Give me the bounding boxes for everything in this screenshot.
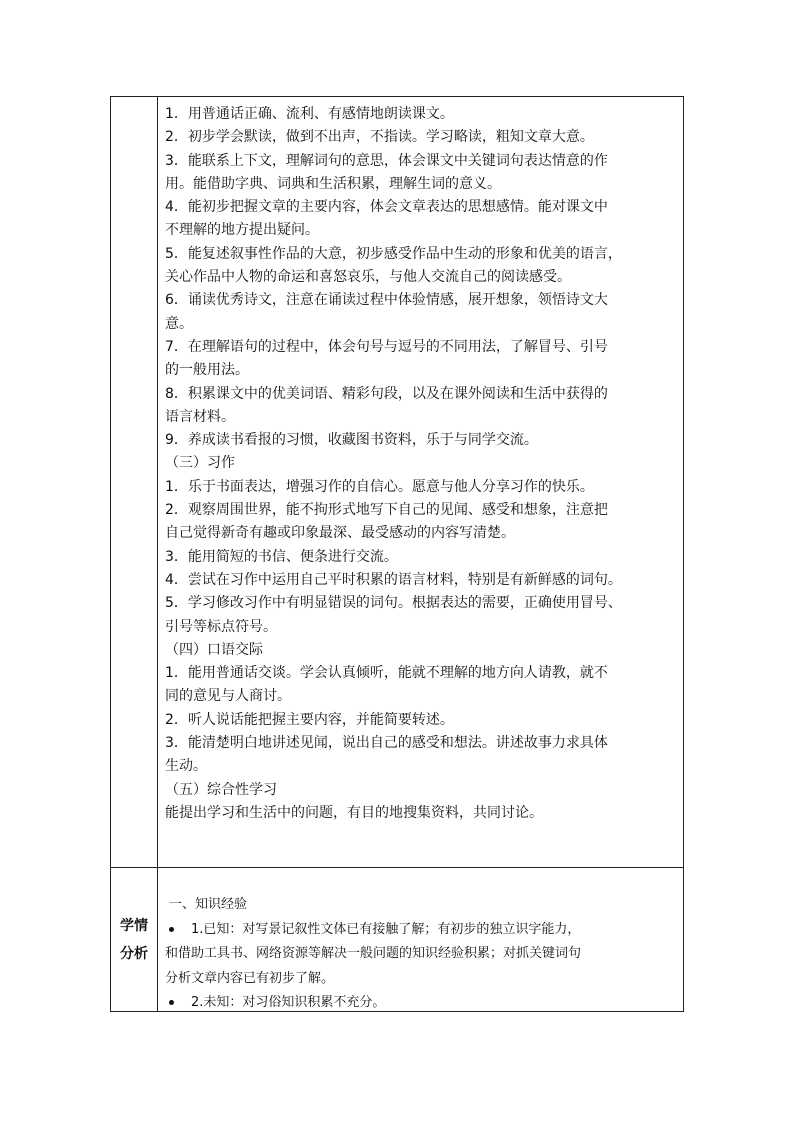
bullet-icon <box>165 918 191 943</box>
reading-line: 2．初步学会默读，做到不出声，不指读。学习略读，粗知文章大意。 <box>165 129 594 146</box>
analysis-heading: 一、知识经验 <box>169 897 248 912</box>
writing-line: 引号等标点符号。 <box>165 618 277 635</box>
writing-line: 4．尝试在习作中运用自己平时积累的语言材料，特别是有新鲜感的词句。 <box>165 571 622 588</box>
goals-cell <box>165 103 681 825</box>
reading-line: 3．能联系上下文，理解词句的意思，体会课文中关键词句表达情意的作 <box>165 152 608 169</box>
oral-line: 同的意见与人商讨。 <box>165 688 291 705</box>
analysis-item-text: 1.已知：对写景记叙性文体已有接触了解；有初步的独立识字能力， <box>191 921 581 937</box>
oral-line: 3．能清楚明白地讲述见闻，说出自己的感受和想法。讲述故事力求具体 <box>165 735 608 752</box>
analysis-item-continuation: 分析文章内容已有初步了解。 <box>165 970 335 986</box>
oral-line: 生动。 <box>165 758 207 775</box>
comprehensive-line: 能提出学习和生活中的问题，有目的地搜集资料，共同讨论。 <box>165 804 543 821</box>
reading-line: 意。 <box>165 315 193 332</box>
writing-heading: （三）习作 <box>165 455 235 472</box>
column-divider <box>157 97 158 1011</box>
reading-line: 的一般用法。 <box>165 362 249 379</box>
oral-line: 2．听人说话能把握主要内容，并能简要转述。 <box>165 711 454 728</box>
analysis-item-text: 2.未知：对习俗知识积累不充分。 <box>191 995 386 1010</box>
comprehensive-heading: （五）综合性学习 <box>165 781 277 798</box>
oral-line: 1．能用普通话交谈。学会认真倾听，能就不理解的地方向人请教，就不 <box>165 665 608 682</box>
label-line: 分析 <box>120 946 148 962</box>
reading-line: 6．诵读优秀诗文，注意在诵读过程中体验情感，展开想象，领悟诗文大 <box>165 292 608 309</box>
writing-line: 2．观察周围世界，能不拘形式地写下自己的见闻、感受和想象，注意把 <box>165 502 608 519</box>
reading-line: 1．用普通话正确、流利、有感情地朗读课文。 <box>165 106 454 122</box>
reading-line: 关心作品中人物的命运和喜怒哀乐，与他人交流自己的阅读感受。 <box>165 269 571 286</box>
reading-line: 9．养成读书看报的习惯，收藏图书资料，乐于与同学交流。 <box>165 432 538 449</box>
oral-heading: （四）口语交际 <box>165 641 263 658</box>
reading-line: 不理解的地方提出疑问。 <box>165 222 319 239</box>
bullet-icon <box>165 991 191 1016</box>
label-line: 学情 <box>120 918 148 934</box>
writing-line: 3．能用简短的书信、便条进行交流。 <box>165 548 398 565</box>
curriculum-table <box>110 96 684 1012</box>
analysis-item-continuation: 和借助工具书、网络资源等解决一般问题的知识经验积累；对抓关键词句 <box>165 946 582 961</box>
analysis-item <box>165 991 681 1016</box>
writing-line: 自己觉得新奇有趣或印象最深、最受感动的内容写清楚。 <box>165 525 515 542</box>
reading-line: 语言材料。 <box>165 408 235 425</box>
writing-line: 1．乐于书面表达，增强习作的自信心。愿意与他人分享习作的快乐。 <box>165 478 594 495</box>
analysis-item <box>165 918 681 943</box>
student-analysis-cell <box>165 893 681 1016</box>
reading-line: 用。能借助字典、词典和生活积累，理解生词的意义。 <box>165 175 501 192</box>
reading-line: 8．积累课文中的优美词语、精彩句段，以及在课外阅读和生活中获得的 <box>165 385 608 402</box>
reading-line: 5．能复述叙事性作品的大意，初步感受作品中生动的形象和优美的语言， <box>165 245 622 262</box>
reading-line: 7．在理解语句的过程中，体会句号与逗号的不同用法，了解冒号、引号 <box>165 338 608 355</box>
student-analysis-label <box>111 912 157 968</box>
row-divider <box>111 867 683 868</box>
writing-line: 5．学习修改习作中有明显错误的词句。根据表达的需要，正确使用冒号、 <box>165 595 622 612</box>
reading-line: 4．能初步把握文章的主要内容，体会文章表达的思想感情。能对课文中 <box>165 199 608 216</box>
